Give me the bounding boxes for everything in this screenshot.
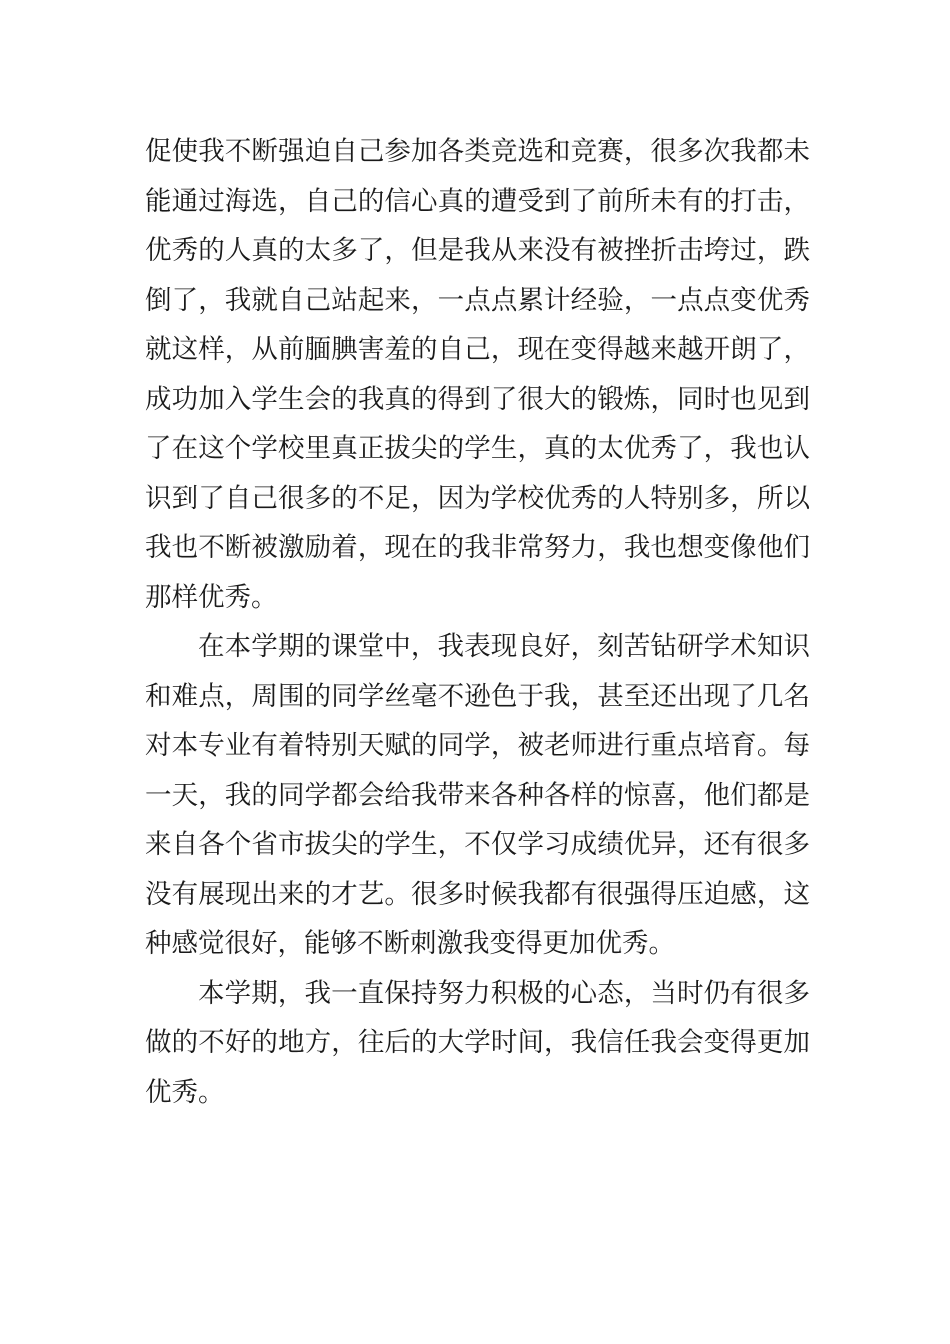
text-line: 我也不断被激励着，现在的我非常努力，我也想变像他们 (145, 532, 810, 563)
text-line: 倒了，我就自己站起来，一点点累计经验，一点点变优秀 (145, 284, 810, 316)
paragraph-2 (145, 622, 810, 969)
text-line: 优秀。 (145, 1076, 225, 1108)
paragraph-1 (145, 127, 810, 622)
text-line: 在本学期的课堂中，我表现良好，刻苦钻研学术知识 (198, 631, 810, 662)
text-line: 没有展现出来的才艺。很多时候我都有很强得压迫感，这 (145, 878, 810, 910)
text-line: 优秀的人真的太多了，但是我从来没有被挫折击垮过，跌 (145, 235, 810, 266)
text-line: 能通过海选，自己的信心真的遭受到了前所未有的打击， (145, 185, 810, 217)
text-line: 来自各个省市拔尖的学生，不仅学习成绩优异，还有很多 (145, 829, 810, 860)
text-line: 成功加入学生会的我真的得到了很大的锻炼，同时也见到 (145, 383, 810, 415)
text-line: 一天，我的同学都会给我带来各种各样的惊喜，他们都是 (145, 779, 810, 811)
text-line: 促使我不断强迫自己参加各类竞选和竞赛，很多次我都未 (145, 136, 810, 167)
text-line: 种感觉很好，能够不断刺激我变得更加优秀。 (145, 928, 675, 959)
text-line: 本学期，我一直保持努力积极的心态，当时仍有很多 (198, 977, 810, 1009)
text-line: 了在这个学校里真正拔尖的学生，真的太优秀了，我也认 (145, 433, 810, 464)
text-line: 对本专业有着特别天赋的同学，被老师进行重点培育。每 (145, 730, 810, 761)
text-line: 做的不好的地方，往后的大学时间，我信任我会变得更加 (145, 1027, 810, 1058)
document-body (145, 127, 810, 1117)
text-line: 就这样，从前腼腆害羞的自己，现在变得越来越开朗了， (145, 334, 810, 365)
text-line: 那样优秀。 (145, 581, 278, 613)
text-line: 识到了自己很多的不足，因为学校优秀的人特别多，所以 (145, 482, 810, 514)
paragraph-3 (145, 969, 810, 1118)
text-line: 和难点，周围的同学丝毫不逊色于我，甚至还出现了几名 (145, 680, 810, 712)
